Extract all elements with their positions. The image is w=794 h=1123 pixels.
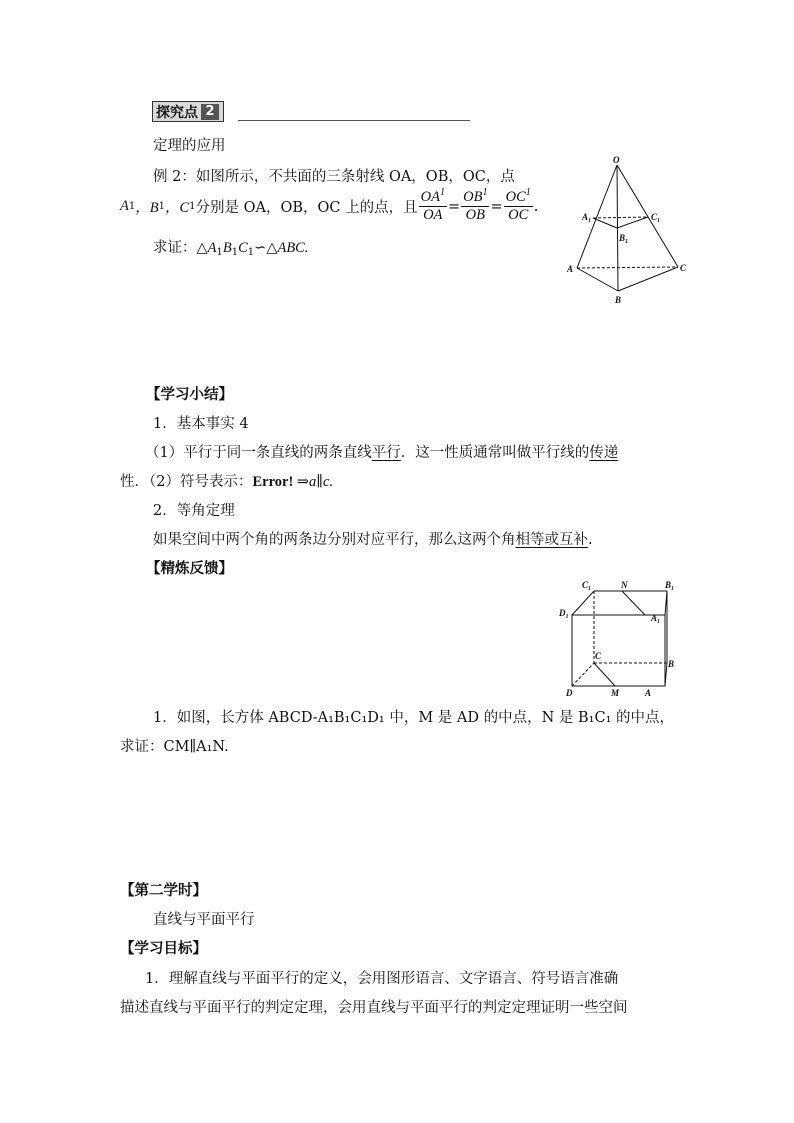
fraction-ob: $\frac{OB^1}{OB}$ [463, 187, 488, 223]
edge-d1c1 [572, 591, 594, 615]
feedback-problem-line-2: 求证：CM∥A₁N. [120, 739, 229, 755]
label-a: A [567, 264, 574, 274]
edge-ac-hidden [577, 267, 678, 268]
summary-item-1-line-1: （1）平行于同一条直线的两条直线平行．这一性质通常叫做平行线的传递 [145, 445, 619, 461]
label-d: D [566, 688, 573, 698]
fraction-oc: $\frac{OC^1}{OC}$ [505, 187, 531, 223]
label-a1: $A_1$ [651, 613, 661, 625]
edge-ab [577, 268, 618, 291]
label-c: C [595, 651, 602, 661]
label-b: B [615, 295, 622, 305]
lesson2-title: 直线与平面平行 [153, 912, 255, 928]
edge-dc-hidden [572, 663, 594, 686]
pyramid-figure [560, 155, 695, 310]
label-o: O [613, 155, 620, 165]
summary-heading: 【学习小结】 [146, 386, 233, 403]
section-badge [152, 101, 470, 121]
edge-bc [618, 267, 678, 291]
summary-item-1-title: 1．基本事实 4 [153, 416, 249, 432]
segment-cm [594, 663, 615, 686]
summary-item-1-line-2: 性．（2）符号表示：Error! ⇒a∥c. [120, 474, 334, 490]
cuboid-figure [555, 575, 685, 700]
segment-na1 [622, 591, 645, 615]
feedback-problem-line-1: 1．如图，长方体 ABCD-A₁B₁C₁D₁ 中，M 是 AD 的中点，N 是 B₁C₁ 的中点， [153, 710, 674, 726]
label-m: M [611, 688, 620, 698]
label-a1: $A_1$ [582, 212, 592, 224]
example-line-2: A 1 ，B 1 ，C 1 分别是 OA，OB，OC 上的点，且 $\frac{OA^1}{OA}$ = $\frac{OB^1}{OB}$ = $\frac{OC^1}{OC}$ . [120, 187, 539, 223]
edge-oc [617, 165, 678, 267]
fraction-oa: $\frac{OA^1}{OA}$ [420, 187, 445, 223]
section-badge-label: 探究点 [156, 104, 198, 121]
topic-title: 定理的应用 [153, 138, 226, 154]
summary-item-2-title: 2．等角定理 [153, 503, 235, 519]
goal-1-line-2: 描述直线与平面平行的判定定理，会用直线与平面平行的判定定理证明一些空间 [120, 1000, 628, 1016]
feedback-heading: 【精炼反馈】 [146, 560, 233, 577]
label-d1: $D_1$ [559, 608, 569, 620]
edge-b1c1 [617, 217, 648, 228]
summary-item-2-line: 如果空间中两个角的两条边分别对应平行，那么这两个角相等或互补. [153, 532, 593, 548]
front-face [572, 615, 665, 686]
section-rule [238, 120, 470, 121]
goal-1-line-1: 1．理解直线与平面平行的定义，会用图形语言、文字语言、符号语言准确 [145, 971, 619, 987]
lesson2-heading: 【第二学时】 [120, 882, 207, 899]
section-badge-box [152, 101, 224, 122]
edge-a1b1 [593, 218, 617, 228]
label-b: B [668, 659, 675, 669]
section-badge-number: 2 [201, 104, 219, 120]
example-line-1: 例 2：如图所示，不共面的三条射线 OA，OB，OC，点 [153, 169, 515, 185]
label-b1: $B_1$ [665, 580, 675, 592]
proof-statement: 求证：$\triangle A_1B_1C_1∽\triangle ABC$. [153, 240, 309, 258]
label-c: C [680, 263, 687, 273]
label-a: A [645, 688, 652, 698]
label-n: N [621, 580, 628, 590]
label-c1: $C_1$ [651, 212, 661, 224]
goals-heading: 【学习目标】 [120, 940, 207, 957]
edge-a1c1-hidden [593, 217, 648, 218]
label-c1: $C_1$ [582, 580, 592, 592]
label-b1: $B_1$ [619, 233, 629, 245]
